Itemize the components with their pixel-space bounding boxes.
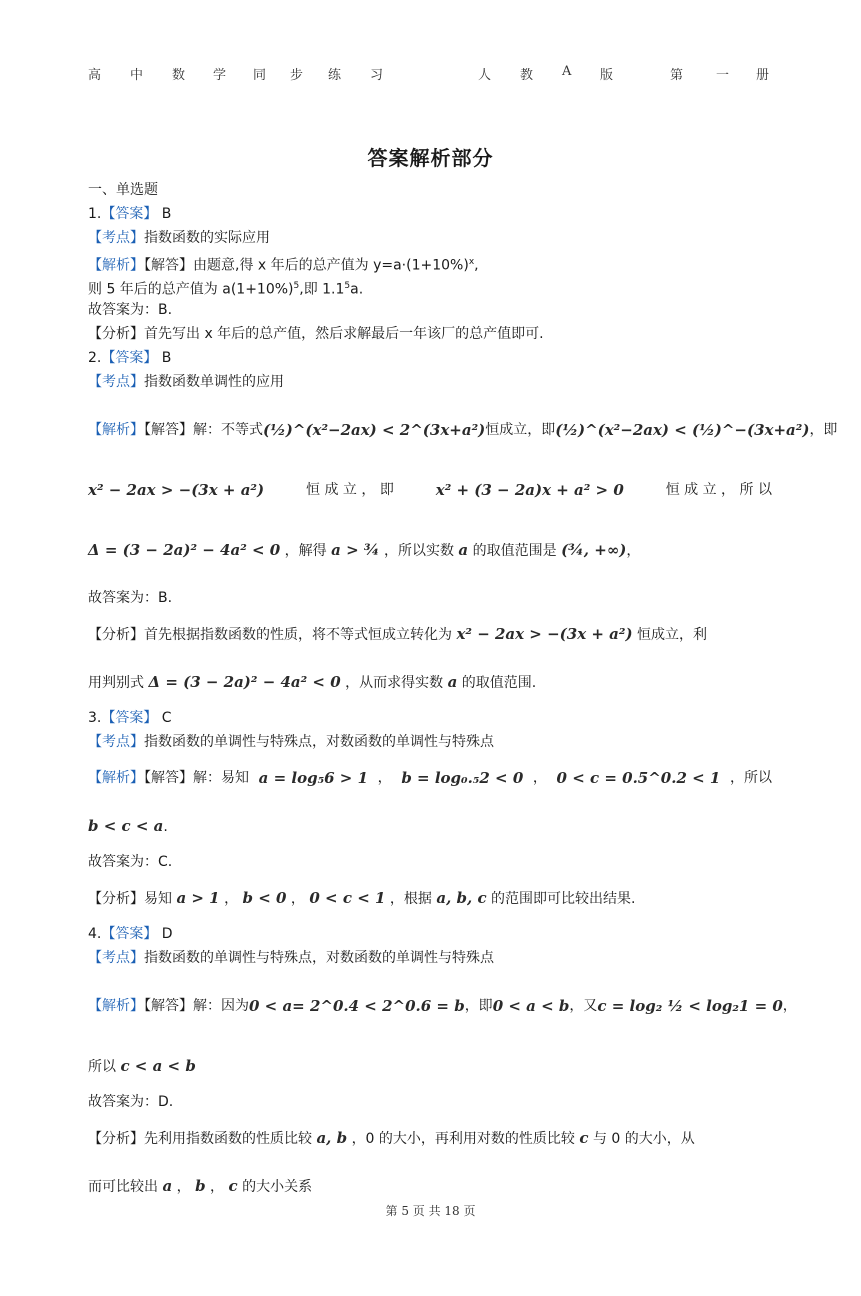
- header-char: 高: [88, 68, 102, 83]
- math-expression: a, b: [316, 1129, 348, 1147]
- math-expression: (½)^(x²−2ax) < 2^(3x+a²): [263, 421, 486, 439]
- q2-solution-line2: x² − 2ax > −(3x + a²) 恒 成 立 ， 即 x² + (3 − 2a)x + a² > 0 恒 成 立 ， 所 以: [88, 481, 772, 499]
- header-char: 同: [253, 68, 267, 83]
- math-expression: b < c < a: [88, 817, 164, 835]
- math-expression: a, b, c: [436, 889, 487, 907]
- q1-solution: 【解析】【解答】由题意,得 x 年后的总产值为 $y=a\cdot(1+10\%)^x$,: [88, 257, 479, 274]
- q3-keypoint: 【考点】指数函数的单调性与特殊点，对数函数的单调性与特殊点: [88, 734, 494, 750]
- q4-final-answer: 故答案为：D.: [88, 1094, 174, 1110]
- math-expression: Δ = (3 − 2a)² − 4a² < 0: [88, 541, 281, 559]
- math-expression: b: [195, 1177, 206, 1195]
- q1-keypoint: 【考点】指数函数的实际应用: [88, 230, 270, 246]
- math-expression: 0 < a < b: [492, 997, 570, 1015]
- page-title: 答案解析部分: [367, 146, 494, 170]
- math-expression: c < a < b: [120, 1057, 196, 1075]
- section-heading: 一、单选题: [88, 182, 158, 198]
- q4-solution: 【解析】【解答】解：因为 0 < a= 2^0.4 < 2^0.6 = b ，即 0 < a < b ，又 c = log₂ ½ < log₂1 = 0 ，: [88, 997, 797, 1015]
- solution-tag: 【解析】: [88, 770, 144, 786]
- q1-analysis: 【分析】首先写出 x 年后的总产值，然后求解最后一年该厂的总产值即可.: [88, 326, 544, 342]
- math-expression: 0 < c < 1: [309, 889, 386, 907]
- q4-analysis: 【分析】先利用指数函数的性质比较 a, b ，0 的大小，再利用对数的性质比较 c 与 0 的大小，从: [88, 1129, 695, 1147]
- math-expression: (¾, +∞): [561, 541, 627, 559]
- math-expression: a > 1: [176, 889, 220, 907]
- q3-answer: 3.【答案】 C: [88, 710, 172, 726]
- math-expression: b = log₀.₅2 < 0: [401, 769, 524, 787]
- header-char: A: [562, 64, 572, 79]
- math-expression: x² + (3 − 2a)x + a² > 0: [435, 481, 624, 499]
- q3-analysis: 【分析】易知 a > 1 ， b < 0 ， 0 < c < 1 ，根据 a, b, c 的范围即可比较出结果.: [88, 889, 636, 907]
- math-expression: c = log₂ ½ < log₂1 = 0: [597, 997, 783, 1015]
- math-expression: c: [228, 1177, 238, 1195]
- answer-tag: 【答案】: [101, 926, 158, 942]
- answer-tag: 【答案】: [101, 206, 158, 222]
- header-char: 习: [370, 68, 384, 83]
- q1-final-answer: 故答案为：B.: [88, 302, 173, 318]
- header-char: 版: [600, 68, 614, 83]
- q2-keypoint: 【考点】指数函数单调性的应用: [88, 374, 284, 390]
- math-expression: x² − 2ax > −(3x + a²): [456, 625, 633, 643]
- math-expression: 0 < c = 0.5^0.2 < 1: [556, 769, 721, 787]
- math-expression: Δ = (3 − 2a)² − 4a² < 0: [148, 673, 341, 691]
- math-expression: b < 0: [242, 889, 287, 907]
- q3-solution-line2: b < c < a.: [88, 817, 168, 835]
- math-expression: a: [162, 1177, 173, 1195]
- q3-solution: 【解析】【解答】解：易知 a = log₅6 > 1 ， b = log₀.₅2 < 0 ， 0 < c = 0.5^0.2 < 1 ，所以: [88, 769, 772, 787]
- q2-answer: 2.【答案】 B: [88, 350, 172, 366]
- header-char: 人: [478, 68, 492, 83]
- q1-solution-line2: 则 5 年后的总产值为 $a(1+10\%)^5$,即 $1.1^5a$.: [88, 281, 364, 298]
- solution-tag: 【解析】: [88, 257, 144, 274]
- header-char: 第: [670, 68, 684, 83]
- math-expression: a > ¾: [331, 541, 380, 559]
- q4-analysis-line2: 而可比较出 a ， b ， c 的大小关系: [88, 1177, 313, 1195]
- header-char: 步: [290, 68, 304, 83]
- header-char: 册: [756, 68, 770, 83]
- header-char: 学: [213, 68, 227, 83]
- header-char: 数: [172, 68, 186, 83]
- math-expression: c: [579, 1129, 589, 1147]
- page-header: [88, 64, 768, 86]
- answer-tag: 【答案】: [101, 350, 158, 366]
- q4-answer: 4.【答案】 D: [88, 926, 173, 942]
- page-footer: 第 5 页 共 18 页: [385, 1204, 476, 1218]
- math-expression: a: [447, 673, 458, 691]
- header-char: 教: [520, 68, 534, 83]
- header-char: 中: [130, 68, 144, 83]
- math-expression: 0 < a= 2^0.4 < 2^0.6 = b: [249, 997, 465, 1015]
- math-expression: a: [458, 541, 469, 559]
- q4-solution-line2: 所以 c < a < b: [88, 1057, 196, 1075]
- keypoint-tag: 【考点】: [88, 230, 144, 246]
- math-expression: (½)^(x²−2ax) < (½)^−(3x+a²): [555, 421, 810, 439]
- math-expression: a = log₅6 > 1: [258, 769, 369, 787]
- q2-solution: 【解析】【解答】解：不等式 (½)^(x²−2ax) < 2^(3x+a²) 恒成立，即 (½)^(x²−2ax) < (½)^−(3x+a²) ，即: [88, 421, 838, 439]
- q2-solution-line3: Δ = (3 − 2a)² − 4a² < 0 ，解得 a > ¾ ，所以实数 a 的取值范围是 (¾, +∞)，: [88, 541, 641, 559]
- q2-final-answer: 故答案为：B.: [88, 590, 173, 606]
- q3-final-answer: 故答案为：C.: [88, 854, 173, 870]
- math-expression: x² − 2ax > −(3x + a²): [88, 481, 265, 499]
- keypoint-tag: 【考点】: [88, 950, 144, 966]
- q4-keypoint: 【考点】指数函数的单调性与特殊点，对数函数的单调性与特殊点: [88, 950, 494, 966]
- solution-tag: 【解析】: [88, 998, 144, 1014]
- solution-tag: 【解析】: [88, 422, 144, 438]
- header-char: 练: [328, 68, 342, 83]
- header-char: 一: [716, 68, 730, 83]
- q2-analysis-line2: 用判别式 Δ = (3 − 2a)² − 4a² < 0 ，从而求得实数 a 的取值范围.: [88, 673, 537, 691]
- q1-answer: 1.【答案】 B: [88, 206, 172, 222]
- q2-analysis: 【分析】首先根据指数函数的性质，将不等式恒成立转化为 x² − 2ax > −(3x + a²) 恒成立，利: [88, 625, 707, 643]
- keypoint-tag: 【考点】: [88, 374, 144, 390]
- answer-tag: 【答案】: [101, 710, 158, 726]
- keypoint-tag: 【考点】: [88, 734, 144, 750]
